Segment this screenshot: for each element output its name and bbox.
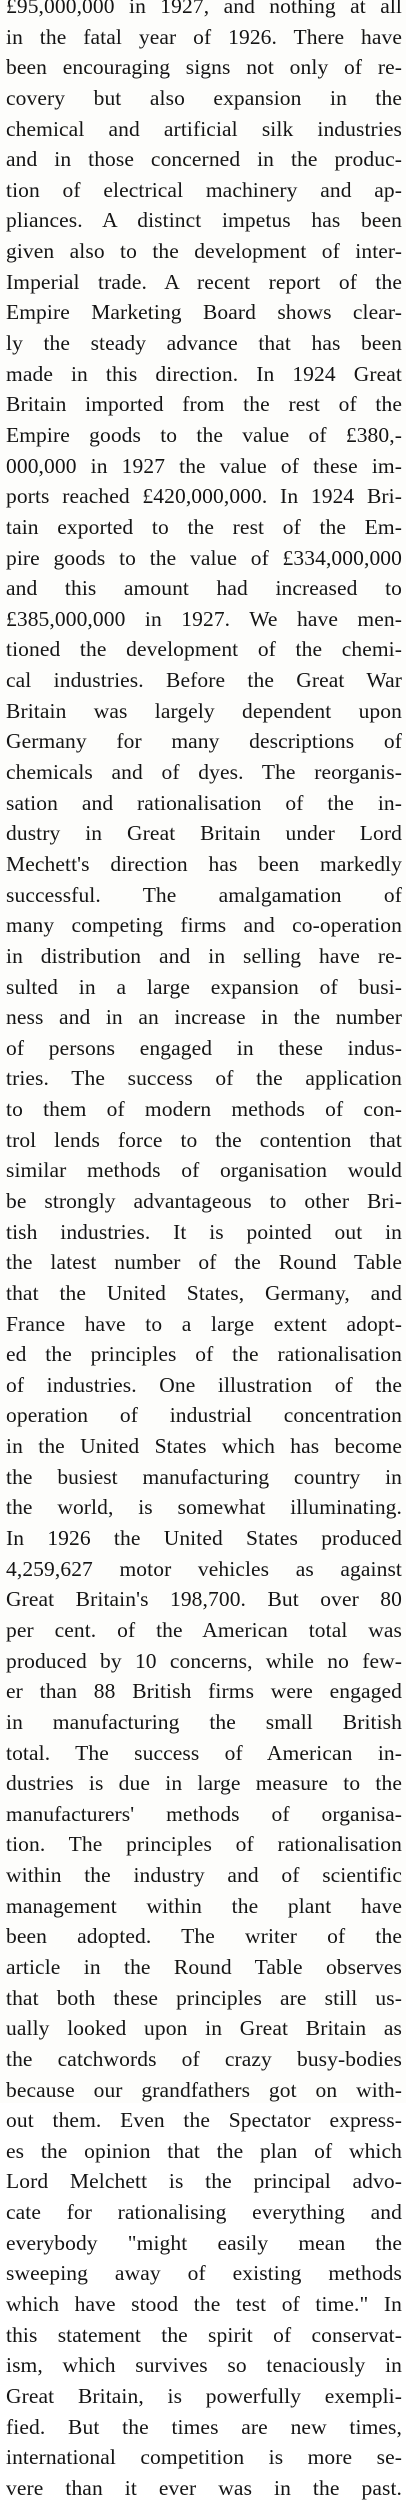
article-text-line: the world, is somewhat illuminating. bbox=[6, 1495, 402, 1520]
article-text-line: ness and in an increase in the number bbox=[6, 1005, 402, 1030]
article-text-line: sweeping away of existing methods bbox=[6, 2261, 402, 2286]
article-text-line: chemicals and of dyes. The reorganis- bbox=[6, 760, 402, 785]
article-text-line: chemical and artificial silk industries bbox=[6, 116, 402, 141]
article-text-line: similar methods of organisation would bbox=[6, 1158, 402, 1183]
article-text-line: Mechett's direction has been markedly bbox=[6, 851, 402, 876]
article-text-line: pire goods to the value of £334,000,000 bbox=[6, 545, 402, 570]
article-text-line: ually looked upon in Great Britain as bbox=[6, 2016, 402, 2041]
article-text-line: everybody "might easily mean the bbox=[6, 2230, 402, 2255]
article-text-line: tries. The success of the application bbox=[6, 1066, 402, 1091]
article-text-line: 000,000 in 1927 the value of these im- bbox=[6, 453, 402, 478]
article-text-line: ism, which survives so tenaciously in bbox=[6, 2353, 402, 2378]
article-text-line: because our grandfathers got on with- bbox=[6, 2077, 402, 2102]
article-text-line: tion of electrical machinery and ap- bbox=[6, 177, 402, 202]
article-text-line: the latest number of the Round Table bbox=[6, 1250, 402, 1275]
article-text-line: Empire Marketing Board shows clear- bbox=[6, 300, 402, 325]
article-text-line: dustry in Great Britain under Lord bbox=[6, 821, 402, 846]
article-text-line: Empire goods to the value of £380,- bbox=[6, 422, 402, 447]
article-text-line: produced by 10 concerns, while no few- bbox=[6, 1648, 402, 1673]
article-text-line: ly the steady advance that has been bbox=[6, 331, 402, 356]
article-text-line: this statement the spirit of conservat- bbox=[6, 2322, 402, 2347]
article-text-line: cal industries. Before the Great War bbox=[6, 668, 402, 693]
article-text-line: dustries is due in large measure to the bbox=[6, 1771, 402, 1796]
article-text-line: the busiest manufacturing country in bbox=[6, 1464, 402, 1489]
article-text-line: es the opinion that the plan of which bbox=[6, 2138, 402, 2163]
article-text-line: Britain imported from the rest of the bbox=[6, 392, 402, 417]
article-text-line: tion. The principles of rationalisation bbox=[6, 1832, 402, 1857]
article-text-line: trol lends force to the contention that bbox=[6, 1127, 402, 1152]
article-text-line: that both these principles are still us- bbox=[6, 1985, 402, 2010]
article-text-line: in distribution and in selling have re- bbox=[6, 943, 402, 968]
article-text-line: pliances. A distinct impetus has been bbox=[6, 208, 402, 233]
article-text-line: 4,259,627 motor vehicles as against bbox=[6, 1556, 402, 1581]
article-text-line: Imperial trade. A recent report of the bbox=[6, 269, 402, 294]
article-text-line: been encouraging signs not only of re- bbox=[6, 55, 402, 80]
article-text-line: many competing firms and co-operation bbox=[6, 913, 402, 938]
article-text-line: successful. The amalgamation of bbox=[6, 882, 402, 907]
article-text-line: ed the principles of the rationalisation bbox=[6, 1342, 402, 1367]
article-text-line: which have stood the test of time." In bbox=[6, 2292, 402, 2317]
article-text-line: vere than it ever was in the past. bbox=[6, 2475, 402, 2500]
article-text-line: tain exported to the rest of the Em- bbox=[6, 514, 402, 539]
article-text-line: In 1926 the United States produced bbox=[6, 1526, 402, 1551]
article-text-line: made in this direction. In 1924 Great bbox=[6, 361, 402, 386]
article-text-line: er than 88 British firms were engaged bbox=[6, 1679, 402, 1704]
article-text-line: sulted in a large expansion of busi- bbox=[6, 974, 402, 999]
article-text-line: in manufacturing the small British bbox=[6, 1709, 402, 1734]
article-text-line: Great Britain's 198,700. But over 80 bbox=[6, 1587, 402, 1612]
article-text-line: within the industry and of scientific bbox=[6, 1863, 402, 1888]
article-text-line: tioned the development of the chemi- bbox=[6, 637, 402, 662]
article-text-line: given also to the development of inter- bbox=[6, 239, 402, 264]
article-text-line: £385,000,000 in 1927. We have men- bbox=[6, 606, 402, 631]
article-text-line: the catchwords of crazy busy-bodies bbox=[6, 2046, 402, 2071]
article-text-line: ports reached £420,000,000. In 1924 Bri- bbox=[6, 484, 402, 509]
article-text-line: total. The success of American in- bbox=[6, 1740, 402, 1765]
article-text-line: in the United States which has become bbox=[6, 1434, 402, 1459]
article-text-line: Britain was largely dependent upon bbox=[6, 698, 402, 723]
article-text-line: to them of modern methods of con- bbox=[6, 1097, 402, 1122]
article-text-line: article in the Round Table observes bbox=[6, 1955, 402, 1979]
article-text-line: sation and rationalisation of the in- bbox=[6, 790, 402, 815]
article-text-line: of industries. One illustration of the bbox=[6, 1372, 402, 1397]
article-text-line: Great Britain, is powerfully exempli- bbox=[6, 2383, 402, 2408]
article-text-line: fied. But the times are new times, bbox=[6, 2414, 402, 2439]
article-text-line: Lord Melchett is the principal advo- bbox=[6, 2169, 402, 2194]
article-text-line: and this amount had increased to bbox=[6, 576, 402, 601]
article-column bbox=[6, 0, 402, 2504]
article-text-line: international competition is more se- bbox=[6, 2445, 402, 2470]
article-text-line: France have to a large extent adopt- bbox=[6, 1311, 402, 1336]
article-text-line: be strongly advantageous to other Bri- bbox=[6, 1188, 402, 1213]
article-text-line: tish industries. It is pointed out in bbox=[6, 1219, 402, 1244]
article-text-line: Germany for many descriptions of bbox=[6, 729, 402, 754]
article-text-line: £95,000,000 in 1927, and nothing at all bbox=[6, 0, 402, 18]
article-text-line: been adopted. The writer of the bbox=[6, 1924, 402, 1949]
article-text-line: that the United States, Germany, and bbox=[6, 1280, 402, 1305]
article-text-line: management within the plant have bbox=[6, 1893, 402, 1918]
article-text-line: and in those concerned in the produc- bbox=[6, 147, 402, 172]
article-text-line: out them. Even the Spectator express- bbox=[6, 2108, 402, 2133]
article-text-line: covery but also expansion in the bbox=[6, 85, 402, 110]
article-text-line: cate for rationalising everything and bbox=[6, 2200, 402, 2225]
article-text-line: manufacturers' methods of organisa- bbox=[6, 1801, 402, 1826]
article-text-line: per cent. of the American total was bbox=[6, 1617, 402, 1642]
article-text-line: in the fatal year of 1926. There have bbox=[6, 24, 402, 49]
article-text-line: operation of industrial concentration bbox=[6, 1403, 402, 1428]
article-text-line: of persons engaged in these indus- bbox=[6, 1035, 402, 1060]
